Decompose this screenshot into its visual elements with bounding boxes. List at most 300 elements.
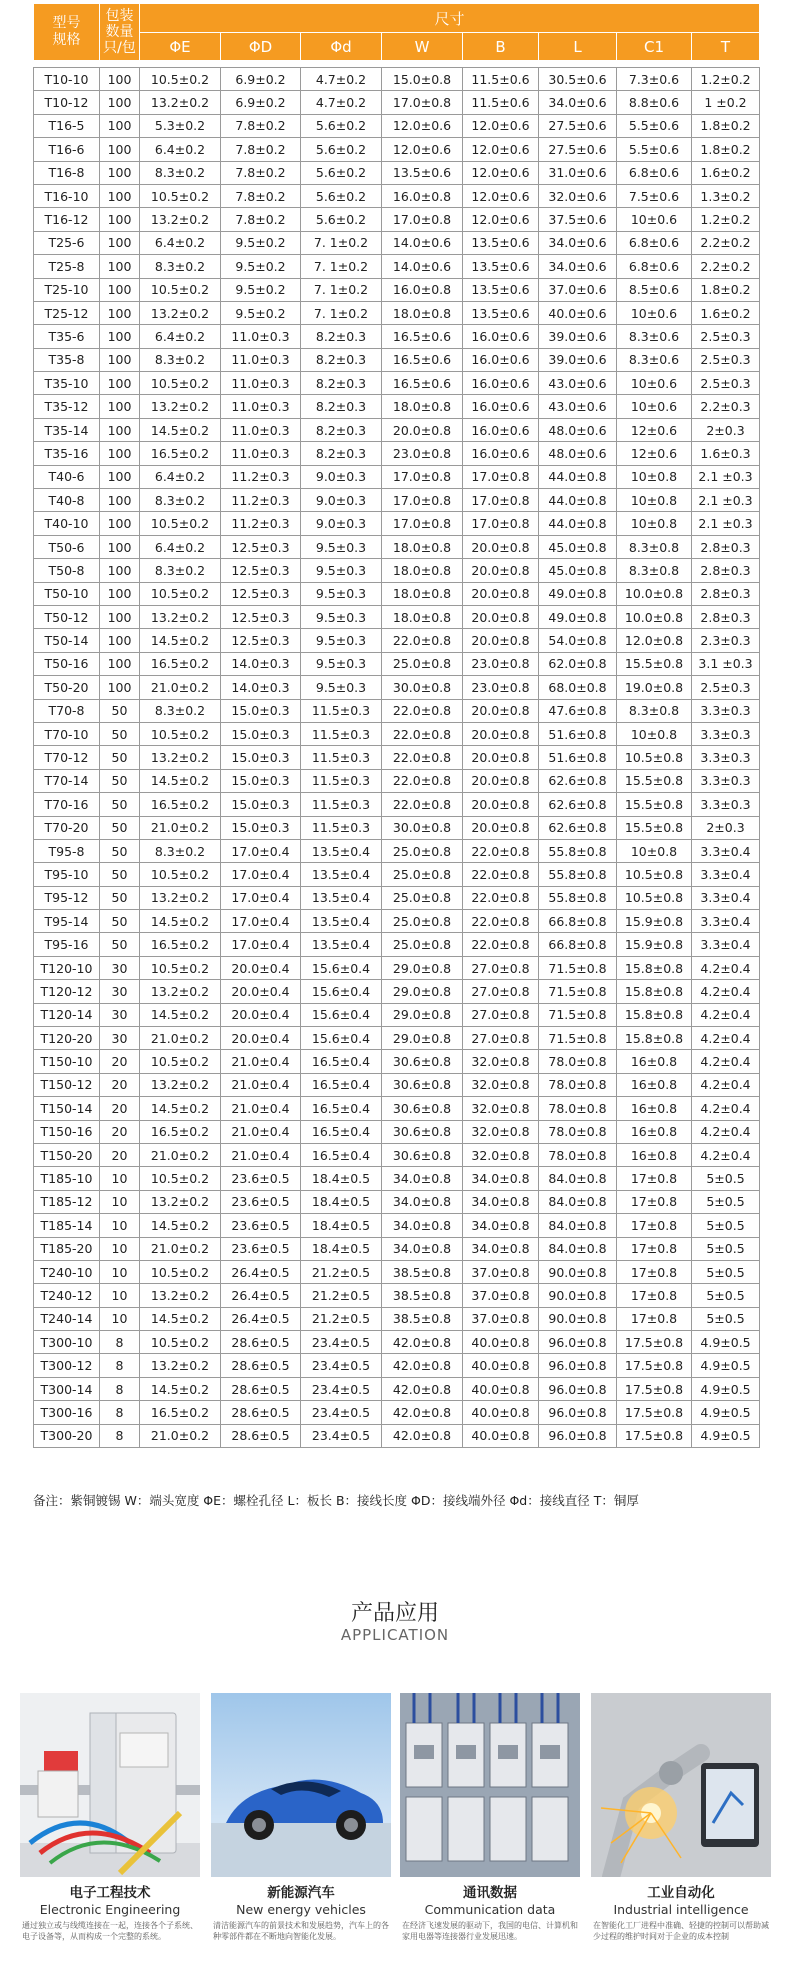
value-cell: 13.2±0.2	[140, 605, 221, 628]
value-cell: 96.0±0.8	[539, 1354, 617, 1377]
model-cell: T50-16	[34, 652, 100, 675]
model-cell: T40-10	[34, 512, 100, 535]
value-cell: 16.5±0.4	[301, 1097, 382, 1120]
value-cell: 6.8±0.6	[617, 255, 692, 278]
value-cell: 40.0±0.8	[463, 1401, 539, 1424]
value-cell: 13.2±0.2	[140, 1190, 221, 1213]
model-cell: T120-12	[34, 980, 100, 1003]
value-cell: 23.4±0.5	[301, 1377, 382, 1400]
table-row	[34, 1050, 760, 1073]
value-cell: 45.0±0.8	[539, 535, 617, 558]
value-cell: 17±0.8	[617, 1237, 692, 1260]
value-cell: 14.5±0.2	[140, 1214, 221, 1237]
value-cell: 16.5±0.2	[140, 442, 221, 465]
value-cell: 10.5±0.2	[140, 278, 221, 301]
value-cell: 9.5±0.2	[221, 255, 301, 278]
value-cell: 49.0±0.8	[539, 582, 617, 605]
value-cell: 29.0±0.8	[382, 1003, 463, 1026]
application-card-communication	[400, 1693, 580, 1942]
model-cell: T50-6	[34, 535, 100, 558]
value-cell: 16.5±0.6	[382, 372, 463, 395]
value-cell: 15.5±0.8	[617, 769, 692, 792]
header-col: ΦD	[221, 33, 301, 61]
value-cell: 50	[100, 910, 140, 933]
table-row	[34, 1331, 760, 1354]
value-cell: 8.3±0.6	[617, 348, 692, 371]
table-row	[34, 1284, 760, 1307]
value-cell: 25.0±0.8	[382, 839, 463, 862]
value-cell: 42.0±0.8	[382, 1331, 463, 1354]
value-cell: 8	[100, 1377, 140, 1400]
value-cell: 23.4±0.5	[301, 1331, 382, 1354]
value-cell: 51.6±0.8	[539, 722, 617, 745]
value-cell: 9.0±0.3	[301, 465, 382, 488]
value-cell: 9.5±0.2	[221, 301, 301, 324]
robot-welding-image	[591, 1693, 771, 1877]
value-cell: 25.0±0.8	[382, 863, 463, 886]
value-cell: 7.8±0.2	[221, 184, 301, 207]
value-cell: 1.6±0.2	[692, 301, 760, 324]
value-cell: 6.4±0.2	[140, 535, 221, 558]
value-cell: 21.0±0.2	[140, 1424, 221, 1447]
model-cell: T95-8	[34, 839, 100, 862]
table-row	[34, 231, 760, 254]
value-cell: 2.5±0.3	[692, 372, 760, 395]
value-cell: 50	[100, 886, 140, 909]
header-col: ΦE	[140, 33, 221, 61]
header-col: C1	[617, 33, 692, 61]
value-cell: 11.0±0.3	[221, 348, 301, 371]
value-cell: 44.0±0.8	[539, 512, 617, 535]
model-cell: T50-12	[34, 605, 100, 628]
value-cell: 96.0±0.8	[539, 1401, 617, 1424]
value-cell: 2.3±0.3	[692, 629, 760, 652]
value-cell: 17±0.8	[617, 1190, 692, 1213]
value-cell: 34.0±0.6	[539, 91, 617, 114]
value-cell: 43.0±0.6	[539, 395, 617, 418]
value-cell: 40.0±0.8	[463, 1424, 539, 1447]
value-cell: 8.3±0.8	[617, 699, 692, 722]
value-cell: 10.5±0.2	[140, 582, 221, 605]
value-cell: 15.5±0.8	[617, 793, 692, 816]
value-cell: 44.0±0.8	[539, 489, 617, 512]
value-cell: 34.0±0.8	[382, 1167, 463, 1190]
value-cell: 8	[100, 1354, 140, 1377]
value-cell: 23.4±0.5	[301, 1401, 382, 1424]
table-row	[34, 535, 760, 558]
value-cell: 37.5±0.6	[539, 208, 617, 231]
value-cell: 8.2±0.3	[301, 348, 382, 371]
value-cell: 21.0±0.2	[140, 1237, 221, 1260]
value-cell: 2.5±0.3	[692, 348, 760, 371]
value-cell: 4.2±0.4	[692, 980, 760, 1003]
value-cell: 13.2±0.2	[140, 395, 221, 418]
value-cell: 8.3±0.2	[140, 489, 221, 512]
value-cell: 32.0±0.6	[539, 184, 617, 207]
value-cell: 11.0±0.3	[221, 442, 301, 465]
value-cell: 42.0±0.8	[382, 1401, 463, 1424]
card-title: 新能源汽车	[267, 1885, 335, 1901]
value-cell: 11.0±0.3	[221, 372, 301, 395]
value-cell: 18.0±0.8	[382, 559, 463, 582]
card-description: 在智能化工厂进程中准确、轻捷的控制可以帮助减少过程的维护时间对于企业的成本控制	[593, 1921, 769, 1941]
value-cell: 10.5±0.2	[140, 722, 221, 745]
value-cell: 14.5±0.2	[140, 769, 221, 792]
value-cell: 13.2±0.2	[140, 208, 221, 231]
value-cell: 16.5±0.2	[140, 652, 221, 675]
value-cell: 17.0±0.8	[463, 489, 539, 512]
table-row	[34, 184, 760, 207]
value-cell: 30	[100, 1003, 140, 1026]
value-cell: 17.0±0.4	[221, 863, 301, 886]
value-cell: 100	[100, 418, 140, 441]
table-row	[34, 746, 760, 769]
value-cell: 2.1 ±0.3	[692, 465, 760, 488]
value-cell: 15.6±0.4	[301, 1003, 382, 1026]
value-cell: 23.0±0.8	[463, 652, 539, 675]
model-cell: T40-6	[34, 465, 100, 488]
card-title: 工业自动化	[647, 1885, 715, 1901]
model-cell: T16-6	[34, 138, 100, 161]
value-cell: 16.0±0.6	[463, 348, 539, 371]
value-cell: 30.0±0.8	[382, 676, 463, 699]
value-cell: 78.0±0.8	[539, 1050, 617, 1073]
value-cell: 7.8±0.2	[221, 208, 301, 231]
model-cell: T16-8	[34, 161, 100, 184]
value-cell: 16±0.8	[617, 1050, 692, 1073]
value-cell: 1.2±0.2	[692, 208, 760, 231]
value-cell: 50	[100, 769, 140, 792]
value-cell: 47.6±0.8	[539, 699, 617, 722]
table-row	[34, 676, 760, 699]
value-cell: 5±0.5	[692, 1190, 760, 1213]
value-cell: 17.0±0.8	[382, 208, 463, 231]
value-cell: 21.0±0.4	[221, 1073, 301, 1096]
value-cell: 5.6±0.2	[301, 184, 382, 207]
value-cell: 20	[100, 1143, 140, 1166]
value-cell: 20	[100, 1073, 140, 1096]
value-cell: 8.2±0.3	[301, 418, 382, 441]
value-cell: 1.6±0.2	[692, 161, 760, 184]
card-subtitle: New energy vehicles	[236, 1902, 366, 1917]
value-cell: 16.5±0.2	[140, 1401, 221, 1424]
value-cell: 17.5±0.8	[617, 1401, 692, 1424]
model-cell: T300-16	[34, 1401, 100, 1424]
value-cell: 10	[100, 1167, 140, 1190]
value-cell: 27.5±0.6	[539, 114, 617, 137]
header-col: T	[692, 33, 760, 61]
table-row	[34, 582, 760, 605]
model-cell: T16-5	[34, 114, 100, 137]
value-cell: 17±0.8	[617, 1307, 692, 1330]
value-cell: 21.0±0.2	[140, 816, 221, 839]
value-cell: 25.0±0.8	[382, 886, 463, 909]
value-cell: 62.6±0.8	[539, 816, 617, 839]
value-cell: 34.0±0.8	[382, 1214, 463, 1237]
value-cell: 20.0±0.4	[221, 956, 301, 979]
value-cell: 50	[100, 816, 140, 839]
model-cell: T300-12	[34, 1354, 100, 1377]
table-row	[34, 769, 760, 792]
value-cell: 100	[100, 255, 140, 278]
value-cell: 10±0.8	[617, 465, 692, 488]
value-cell: 17.0±0.8	[382, 512, 463, 535]
value-cell: 23.4±0.5	[301, 1354, 382, 1377]
value-cell: 22.0±0.8	[382, 722, 463, 745]
value-cell: 15.0±0.3	[221, 746, 301, 769]
value-cell: 10±0.6	[617, 395, 692, 418]
value-cell: 5±0.5	[692, 1214, 760, 1237]
value-cell: 9.5±0.3	[301, 535, 382, 558]
value-cell: 50	[100, 863, 140, 886]
card-title: 电子工程技术	[69, 1885, 151, 1901]
model-cell: T240-10	[34, 1260, 100, 1283]
table-row	[34, 68, 760, 91]
value-cell: 10±0.8	[617, 839, 692, 862]
value-cell: 3.3±0.4	[692, 933, 760, 956]
value-cell: 5.6±0.2	[301, 114, 382, 137]
value-cell: 48.0±0.6	[539, 442, 617, 465]
value-cell: 84.0±0.8	[539, 1190, 617, 1213]
value-cell: 29.0±0.8	[382, 1027, 463, 1050]
card-description: 在经济飞速发展的驱动下，我国的电信、计算机和家用电器等连接器行业发展迅速。	[402, 1921, 578, 1941]
model-cell: T185-14	[34, 1214, 100, 1237]
value-cell: 12.0±0.8	[617, 629, 692, 652]
applications-subtitle: APPLICATION	[340, 1626, 450, 1644]
value-cell: 8.3±0.2	[140, 699, 221, 722]
value-cell: 22.0±0.8	[463, 933, 539, 956]
model-cell: T10-10	[34, 68, 100, 91]
value-cell: 22.0±0.8	[382, 769, 463, 792]
value-cell: 3.3±0.3	[692, 769, 760, 792]
card-subtitle: Industrial intelligence	[613, 1902, 749, 1917]
table-row	[34, 1073, 760, 1096]
value-cell: 50	[100, 793, 140, 816]
value-cell: 8.3±0.6	[617, 325, 692, 348]
table-row	[34, 1120, 760, 1143]
value-cell: 23.0±0.8	[382, 442, 463, 465]
value-cell: 15.9±0.8	[617, 910, 692, 933]
value-cell: 10±0.8	[617, 512, 692, 535]
value-cell: 34.0±0.8	[382, 1237, 463, 1260]
value-cell: 23.0±0.8	[463, 676, 539, 699]
value-cell: 20.0±0.8	[463, 816, 539, 839]
value-cell: 49.0±0.8	[539, 605, 617, 628]
value-cell: 5.6±0.2	[301, 161, 382, 184]
value-cell: 96.0±0.8	[539, 1377, 617, 1400]
value-cell: 40.0±0.8	[463, 1354, 539, 1377]
value-cell: 15.6±0.4	[301, 980, 382, 1003]
value-cell: 4.2±0.4	[692, 1120, 760, 1143]
value-cell: 13.5±0.4	[301, 863, 382, 886]
value-cell: 100	[100, 629, 140, 652]
application-card-electronics	[20, 1693, 200, 1942]
table-row	[34, 629, 760, 652]
value-cell: 16±0.8	[617, 1120, 692, 1143]
value-cell: 12.5±0.3	[221, 629, 301, 652]
value-cell: 12.5±0.3	[221, 582, 301, 605]
model-cell: T70-20	[34, 816, 100, 839]
table-row	[34, 652, 760, 675]
model-cell: T25-10	[34, 278, 100, 301]
value-cell: 18.0±0.8	[382, 535, 463, 558]
model-cell: T25-6	[34, 231, 100, 254]
value-cell: 11.5±0.3	[301, 746, 382, 769]
value-cell: 100	[100, 465, 140, 488]
table-row	[34, 114, 760, 137]
value-cell: 100	[100, 442, 140, 465]
value-cell: 17.0±0.4	[221, 933, 301, 956]
value-cell: 5±0.5	[692, 1284, 760, 1307]
value-cell: 15.9±0.8	[617, 933, 692, 956]
value-cell: 68.0±0.8	[539, 676, 617, 699]
value-cell: 14.5±0.2	[140, 1003, 221, 1026]
model-cell: T150-12	[34, 1073, 100, 1096]
value-cell: 1.3±0.2	[692, 184, 760, 207]
header-model: 型号 规格	[34, 4, 100, 61]
value-cell: 28.6±0.5	[221, 1377, 301, 1400]
value-cell: 100	[100, 278, 140, 301]
value-cell: 16.5±0.4	[301, 1050, 382, 1073]
model-cell: T25-8	[34, 255, 100, 278]
value-cell: 7.8±0.2	[221, 161, 301, 184]
value-cell: 21.0±0.2	[140, 676, 221, 699]
value-cell: 15.6±0.4	[301, 956, 382, 979]
value-cell: 11.0±0.3	[221, 325, 301, 348]
value-cell: 8.3±0.8	[617, 559, 692, 582]
value-cell: 21.2±0.5	[301, 1260, 382, 1283]
value-cell: 2.1 ±0.3	[692, 512, 760, 535]
value-cell: 34.0±0.8	[463, 1190, 539, 1213]
value-cell: 28.6±0.5	[221, 1354, 301, 1377]
table-row	[34, 161, 760, 184]
value-cell: 13.2±0.2	[140, 301, 221, 324]
value-cell: 5±0.5	[692, 1237, 760, 1260]
table-row	[34, 372, 760, 395]
value-cell: 30.6±0.8	[382, 1120, 463, 1143]
value-cell: 3.3±0.3	[692, 793, 760, 816]
value-cell: 15.0±0.3	[221, 769, 301, 792]
value-cell: 20.0±0.4	[221, 1003, 301, 1026]
table-row	[34, 1260, 760, 1283]
table-row	[34, 395, 760, 418]
value-cell: 2.1 ±0.3	[692, 489, 760, 512]
value-cell: 17±0.8	[617, 1284, 692, 1307]
value-cell: 8.2±0.3	[301, 442, 382, 465]
value-cell: 15.0±0.3	[221, 816, 301, 839]
value-cell: 6.4±0.2	[140, 138, 221, 161]
value-cell: 62.0±0.8	[539, 652, 617, 675]
model-cell: T70-10	[34, 722, 100, 745]
value-cell: 17.0±0.4	[221, 839, 301, 862]
table-row	[34, 1354, 760, 1377]
value-cell: 10.0±0.8	[617, 605, 692, 628]
value-cell: 8.5±0.6	[617, 278, 692, 301]
value-cell: 10.5±0.2	[140, 863, 221, 886]
value-cell: 22.0±0.8	[382, 793, 463, 816]
value-cell: 11.5±0.3	[301, 699, 382, 722]
value-cell: 34.0±0.8	[382, 1190, 463, 1213]
value-cell: 22.0±0.8	[463, 910, 539, 933]
value-cell: 20.0±0.8	[463, 769, 539, 792]
value-cell: 34.0±0.6	[539, 255, 617, 278]
value-cell: 10.0±0.8	[617, 582, 692, 605]
value-cell: 2.2±0.3	[692, 395, 760, 418]
value-cell: 16.0±0.6	[463, 418, 539, 441]
value-cell: 12.0±0.6	[382, 138, 463, 161]
value-cell: 10.5±0.2	[140, 1167, 221, 1190]
value-cell: 2.5±0.3	[692, 676, 760, 699]
table-row	[34, 559, 760, 582]
value-cell: 16.0±0.6	[463, 372, 539, 395]
table-row	[34, 1027, 760, 1050]
value-cell: 4.9±0.5	[692, 1331, 760, 1354]
model-cell: T35-16	[34, 442, 100, 465]
value-cell: 100	[100, 68, 140, 91]
value-cell: 8.2±0.3	[301, 325, 382, 348]
value-cell: 12.0±0.6	[382, 114, 463, 137]
value-cell: 9.5±0.2	[221, 278, 301, 301]
value-cell: 21.0±0.4	[221, 1050, 301, 1073]
value-cell: 10	[100, 1214, 140, 1237]
value-cell: 26.4±0.5	[221, 1284, 301, 1307]
value-cell: 14.0±0.6	[382, 231, 463, 254]
value-cell: 1.8±0.2	[692, 114, 760, 137]
value-cell: 50	[100, 746, 140, 769]
value-cell: 5.6±0.2	[301, 138, 382, 161]
value-cell: 100	[100, 512, 140, 535]
value-cell: 17.0±0.4	[221, 910, 301, 933]
card-description: 清洁能源汽车的前景技术和发展趋势，汽车上的各种零部件都在不断地向智能化发展。	[213, 1921, 389, 1941]
value-cell: 9.5±0.3	[301, 652, 382, 675]
value-cell: 13.5±0.6	[463, 255, 539, 278]
table-row	[34, 91, 760, 114]
value-cell: 8.3±0.2	[140, 839, 221, 862]
model-cell: T185-10	[34, 1167, 100, 1190]
value-cell: 84.0±0.8	[539, 1237, 617, 1260]
value-cell: 6.8±0.6	[617, 161, 692, 184]
value-cell: 10	[100, 1307, 140, 1330]
value-cell: 12.0±0.6	[463, 184, 539, 207]
value-cell: 21.0±0.4	[221, 1143, 301, 1166]
model-cell: T95-12	[34, 886, 100, 909]
value-cell: 14.0±0.6	[382, 255, 463, 278]
value-cell: 32.0±0.8	[463, 1143, 539, 1166]
application-card-industrial	[591, 1693, 771, 1942]
applications-title: 产品应用	[350, 1601, 439, 1626]
value-cell: 55.8±0.8	[539, 886, 617, 909]
value-cell: 7. 1±0.2	[301, 301, 382, 324]
value-cell: 3.3±0.4	[692, 910, 760, 933]
value-cell: 40.0±0.8	[463, 1377, 539, 1400]
value-cell: 4.2±0.4	[692, 1027, 760, 1050]
value-cell: 6.8±0.6	[617, 231, 692, 254]
value-cell: 4.2±0.4	[692, 956, 760, 979]
value-cell: 32.0±0.8	[463, 1073, 539, 1096]
value-cell: 20.0±0.8	[382, 418, 463, 441]
value-cell: 37.0±0.8	[463, 1307, 539, 1330]
model-cell: T120-14	[34, 1003, 100, 1026]
value-cell: 3.1 ±0.3	[692, 652, 760, 675]
value-cell: 9.5±0.3	[301, 582, 382, 605]
value-cell: 100	[100, 489, 140, 512]
value-cell: 90.0±0.8	[539, 1260, 617, 1283]
model-cell: T70-14	[34, 769, 100, 792]
value-cell: 16.5±0.4	[301, 1143, 382, 1166]
value-cell: 13.5±0.6	[463, 231, 539, 254]
value-cell: 16.0±0.6	[463, 395, 539, 418]
value-cell: 13.2±0.2	[140, 91, 221, 114]
